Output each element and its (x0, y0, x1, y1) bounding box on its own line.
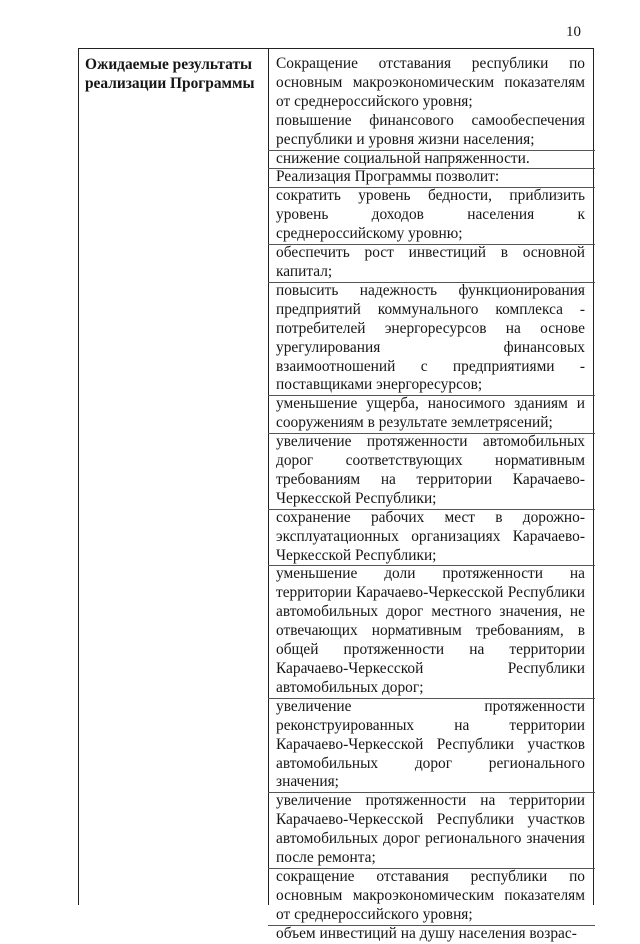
column-divider (268, 49, 269, 905)
results-list (276, 55, 585, 944)
result-item: снижение социальной напряженности. (276, 150, 585, 169)
result-item: Реализация Программы позволит: (276, 168, 585, 187)
result-item: объем инвестиций на душу населения возрас- (276, 925, 585, 944)
result-item: обеспечить рост инвестиций в основной капитал; (276, 244, 585, 280)
result-item: сохранение рабочих мест в дорожно-эксплуатационных организациях Карачаево-Черкесской Республики; (276, 508, 585, 564)
row-label: Ожидаемые результаты реализации Программы (85, 56, 255, 92)
result-item: уменьшение доли протяженности на территории Карачаево-Черкесской Республики автомобильных дорог местного значения, не отвечающих нормативным требованиям, в общей протяженности на территории Карачаево-Черкесской Республики автомобильных дорог; (276, 565, 585, 696)
result-item: повышение финансового самообеспечения республики и уровня жизни населения; (276, 111, 585, 148)
result-item: повысить надежность функционирования предприятий коммунального комплекса - потребителей энергоресурсов на основе урегулирования финансовых взаимоотношений с предприятиями - поставщиками энергоресурсов; (276, 281, 585, 394)
result-item: сокращение отставания республики по основным макроэкономическим показателям от среднероссийского уровня; (276, 867, 585, 923)
result-item: увеличение протяженности на территории Карачаево-Черкесской Республики участков автомобильных дорог регионального значения после ремонта; (276, 792, 585, 867)
page-number: 10 (566, 24, 581, 40)
result-item: Сокращение отставания республики по основным макроэкономическим показателям от среднероссийского уровня; (276, 55, 585, 110)
result-item: увеличение протяженности автомобильных дорог соответствующих нормативным требованиям на территории Карачаево-Черкесской Республики; (276, 433, 585, 507)
result-item: уменьшение ущерба, наносимого зданиям и сооружениям в результате землетрясений; (276, 395, 585, 432)
table-right-border (593, 49, 594, 905)
program-results-table (78, 48, 594, 942)
result-item: сократить уровень бедности, приблизить уровень доходов населения к среднероссийскому уровню; (276, 187, 585, 243)
result-item: увеличение протяженности реконструированных на территории Карачаево-Черкесской Республики участков автомобильных дорог регионального значения; (276, 697, 585, 791)
